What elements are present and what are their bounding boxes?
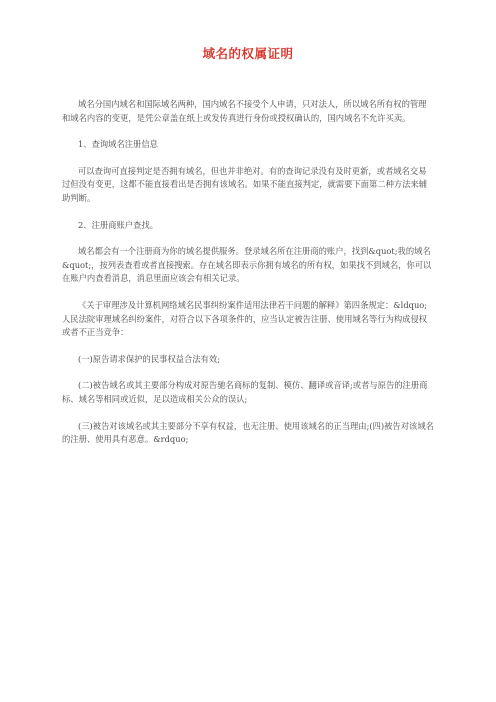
paragraph-condition-3-4: (三)被告对该域名或其主要部分不享有权益，也无注册、使用该域名的正当理由;(四)被告对该域名的注册、使用具有恶意。&rdquo; xyxy=(62,420,434,445)
paragraph-condition-1: (一)原告请求保护的民事权益合法有效; xyxy=(78,353,221,364)
paragraph-legal-citation: 《关于审理涉及计算机网络域名民事纠纷案件适用法律若干问题的解释》第四条规定：&ldquo;人民法院审理域名纠纷案件，对符合以下各项条件的，应当认定被告注册、使用域名等行为构成侵权或者不正当竞争： xyxy=(62,299,428,338)
document-title: 域名的权属证明 xyxy=(202,46,294,61)
paragraph-intro: 域名分国内域名和国际域名两种，国内域名不接受个人申请，只对法人，所以域名所有权的管理和域名内容的变更，是凭公章盖在纸上或发传真进行身份或授权确认的，国内域名不允许买卖。 xyxy=(62,99,427,123)
paragraph-heading-registrar: 2、注册商账户查找。 xyxy=(78,219,158,230)
paragraph-query-body: 可以查询可直接判定是否拥有域名，但也并非绝对。有的查询记录没有及时更新，或者域名交易过但没有变更，这都不能直接看出是否拥有该域名。如果不能直接判定，就需要下面第二种方法来辅助判断。 xyxy=(62,165,428,203)
paragraph-registrar-body: 域名都会有一个注册商为你的域名提供服务。登录域名所在注册商的账户，找到&quot;我的域名&quot;，按列表查看或者直接搜索。存在域名即表示你拥有域名的所有权，如果找不到域名，你可以在账户内查看消息，消息里面应该会有相关记录。 xyxy=(62,246,432,284)
paragraph-condition-2: (二)被告域名或其主要部分构成对原告驰名商标的复制、模仿、翻译或音译;或者与原告的注册商标、域名等相同或近似，足以造成相关公众的误认; xyxy=(62,380,428,404)
paragraph-heading-query: 1、查询域名注册信息 xyxy=(78,139,158,150)
